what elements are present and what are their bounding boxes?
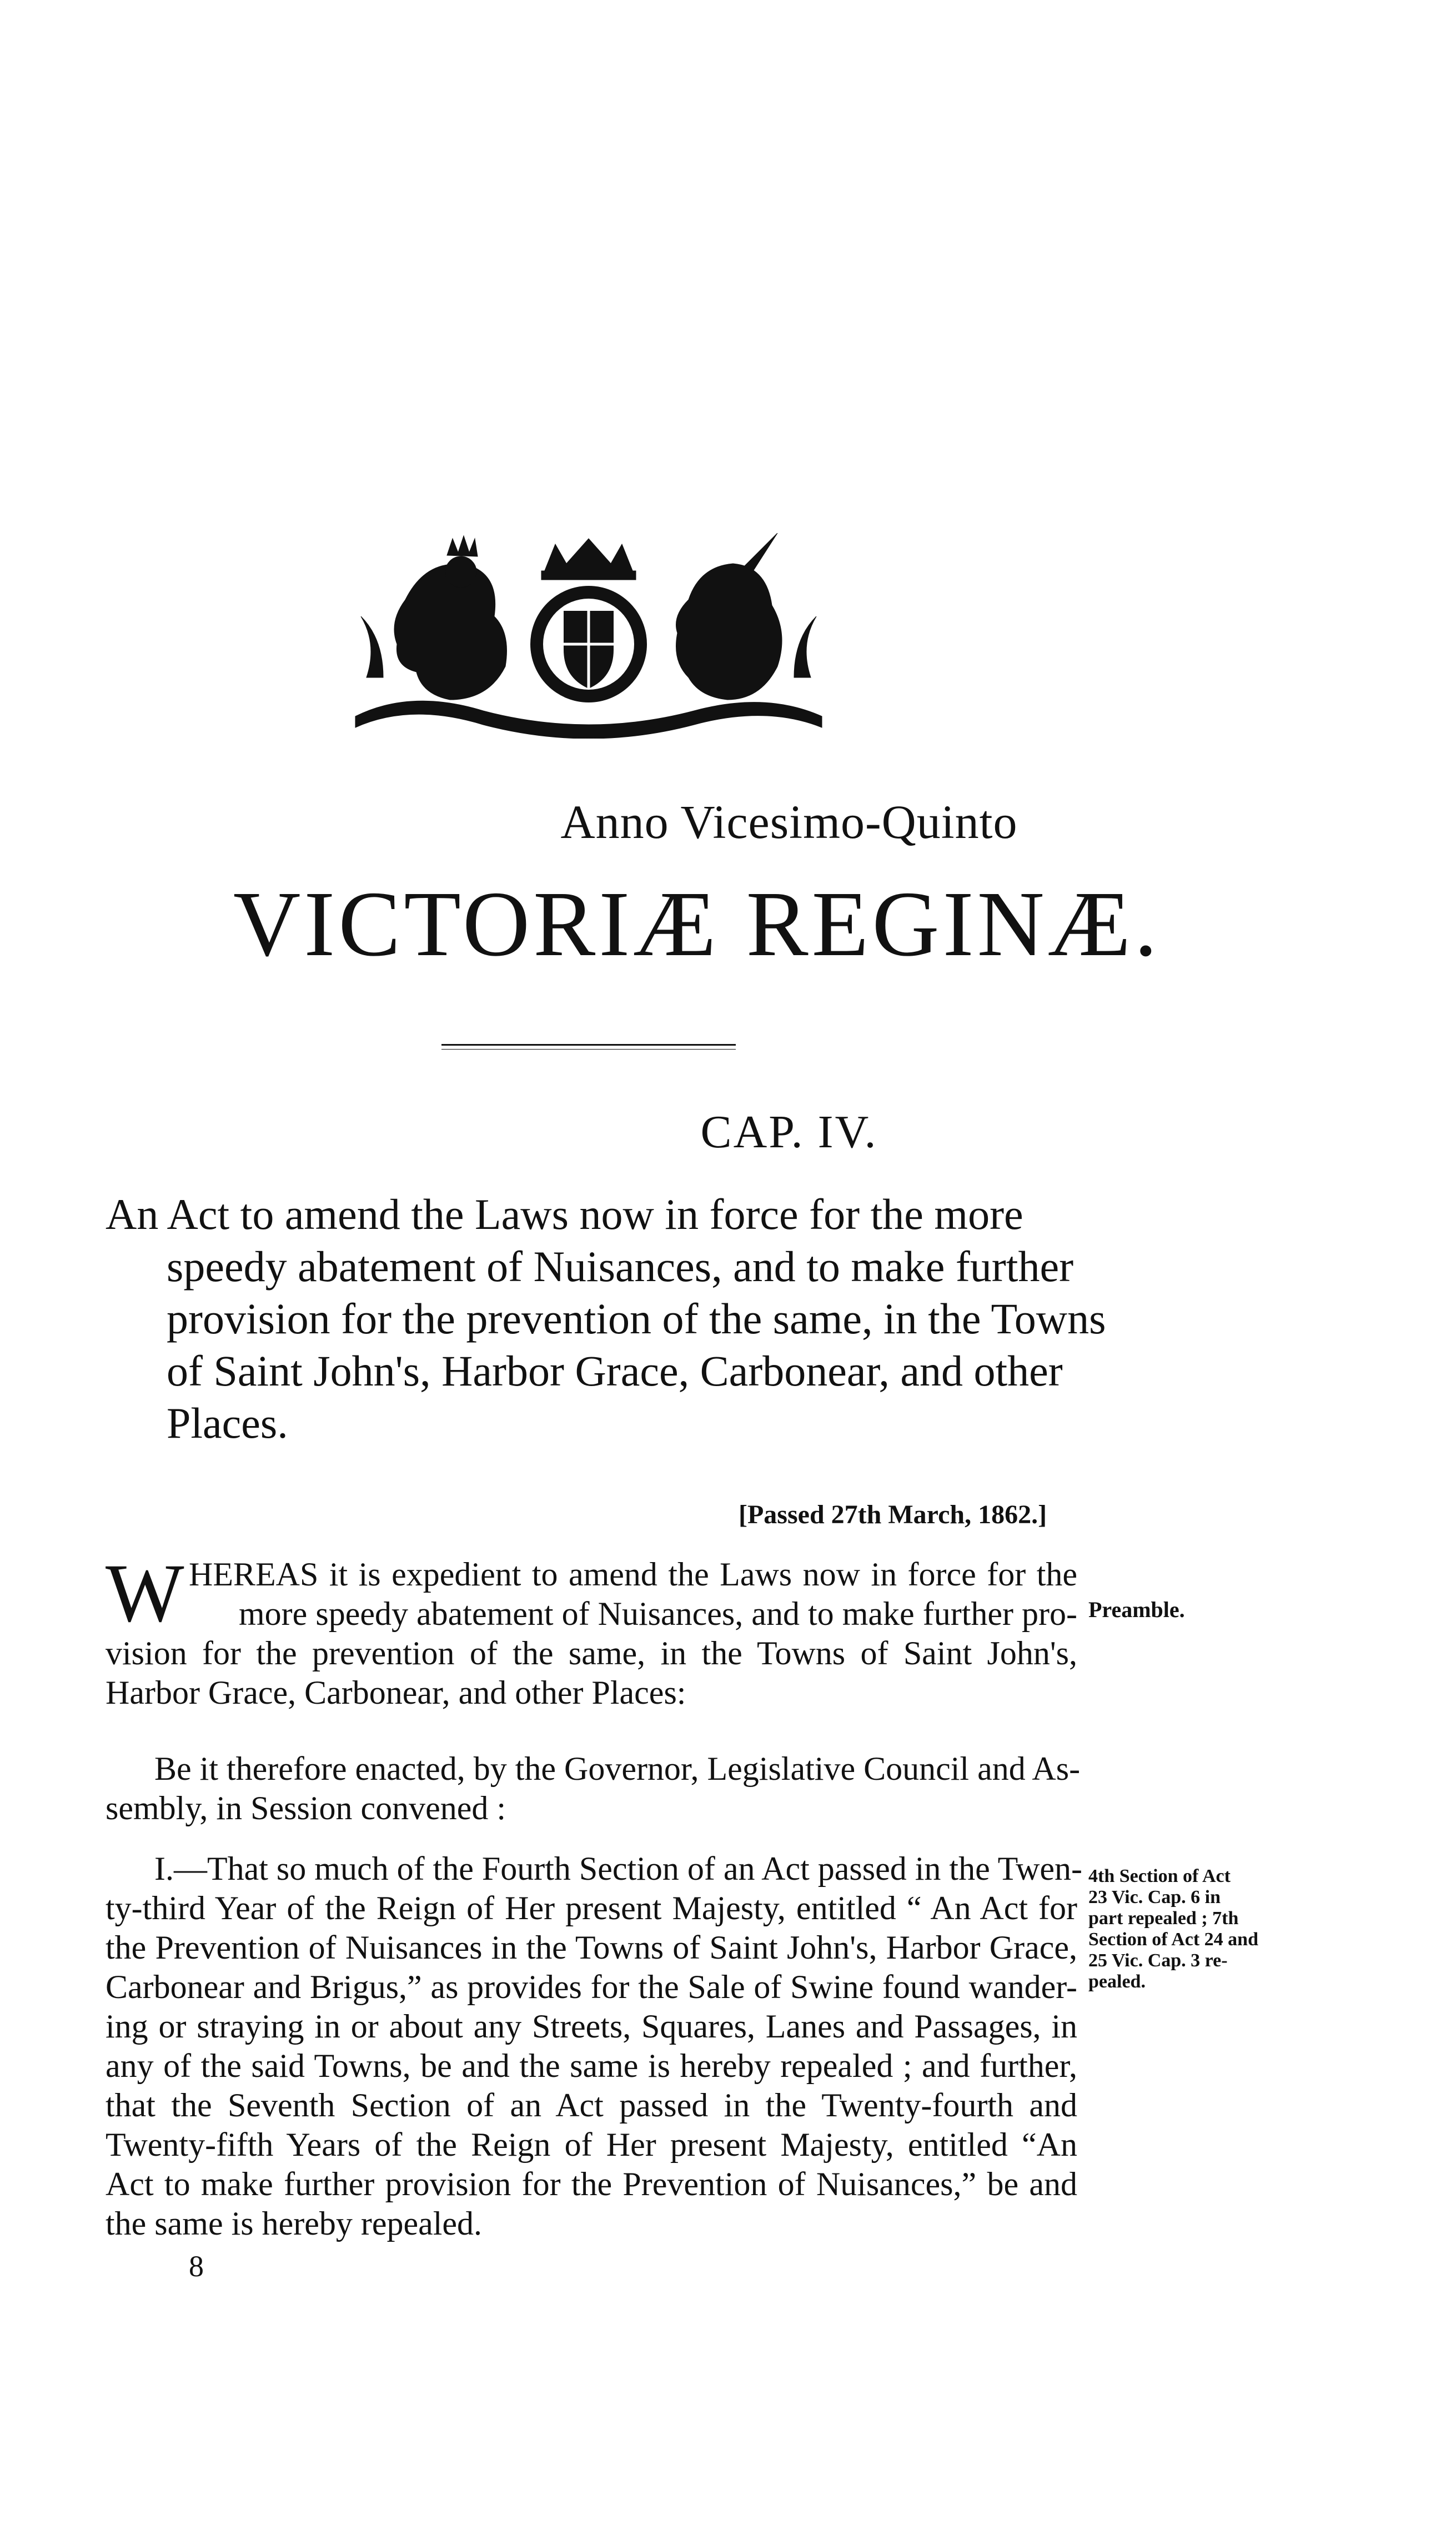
regnal-year-heading: Anno Vicesimo-Quinto [560, 795, 1018, 849]
drop-capital: W [106, 1547, 184, 1639]
section-line: the same is hereby repealed. [106, 2205, 483, 2242]
act-title-line: of Saint John's, Harbor Grace, Carbonear, and other [167, 1347, 1063, 1395]
section-line: Carbonear and Brigus,” as provides for the Sale of Swine found wander- [106, 1969, 1077, 2005]
preamble [106, 1547, 1077, 1713]
margin-note-line: pealed. [1088, 1971, 1146, 1992]
preamble-line: vision for the prevention of the same, in the Towns of Saint John's, [106, 1635, 1077, 1671]
royal-coat-of-arms-icon [344, 533, 833, 739]
chapter-number: CAP. IV. [700, 1106, 878, 1158]
section-line: that the Seventh Section of an Act passed in the Twenty-fourth and [106, 2087, 1077, 2124]
section-1 [106, 1849, 1083, 2243]
act-title-line: provision for the prevention of the same, in the Towns [167, 1294, 1106, 1343]
reign-heading: VICTORIÆ REGINÆ. [233, 872, 1161, 976]
margin-note-line: 25 Vic. Cap. 3 re- [1088, 1950, 1228, 1971]
act-title-line: speedy abatement of Nuisances, and to make further [167, 1242, 1074, 1291]
section-line: ty-third Year of the Reign of Her present Majesty, entitled “ An Act for [106, 1890, 1077, 1926]
section-line: ing or straying in or about any Streets, Squares, Lanes and Passages, in [106, 2008, 1077, 2045]
margin-note-line: Section of Act 24 and [1088, 1929, 1258, 1950]
margin-note-preamble: Preamble. [1088, 1597, 1185, 1622]
preamble-line: Harbor Grace, Carbonear, and other Places: [106, 1674, 686, 1711]
margin-note-line: part repealed ; 7th [1088, 1908, 1239, 1929]
margin-note-line: 23 Vic. Cap. 6 in [1088, 1887, 1221, 1907]
act-title-line: Places. [167, 1399, 288, 1447]
section-line: Act to make further provision for the Prevention of Nuisances,” be and [106, 2166, 1077, 2202]
passed-date: [Passed 27th March, 1862.] [739, 1500, 1047, 1529]
section-line: the Prevention of Nuisances in the Towns of Saint John's, Harbor Grace, [106, 1929, 1077, 1966]
act-title [106, 1188, 1106, 1449]
margin-note-section-1 [1088, 1866, 1261, 1992]
enacting-line: sembly, in Session convened : [106, 1790, 506, 1826]
preamble-line: HEREAS it is expedient to amend the Laws now in force for the [189, 1556, 1077, 1593]
section-line: Twenty-fifth Years of the Reign of Her present Majesty, entitled “An [106, 2126, 1077, 2163]
preamble-first-lines [106, 1547, 1077, 1639]
preamble-line: more speedy abatement of Nuisances, and to make further pro- [239, 1595, 1077, 1632]
enacting-clause [106, 1749, 1081, 1828]
enacting-line: Be it therefore enacted, by the Governor, Legislative Council and As- [154, 1750, 1081, 1787]
section-line: I.—That so much of the Fourth Section of an Act passed in the Twen- [154, 1850, 1083, 1887]
heading-divider [441, 1044, 736, 1050]
margin-note-line: 4th Section of Act [1088, 1866, 1231, 1886]
page-number: 8 [189, 2250, 204, 2283]
act-title-line: An Act to amend the Laws now in force for the more [106, 1190, 1023, 1238]
section-line: any of the said Towns, be and the same is hereby repealed ; and further, [106, 2047, 1077, 2084]
